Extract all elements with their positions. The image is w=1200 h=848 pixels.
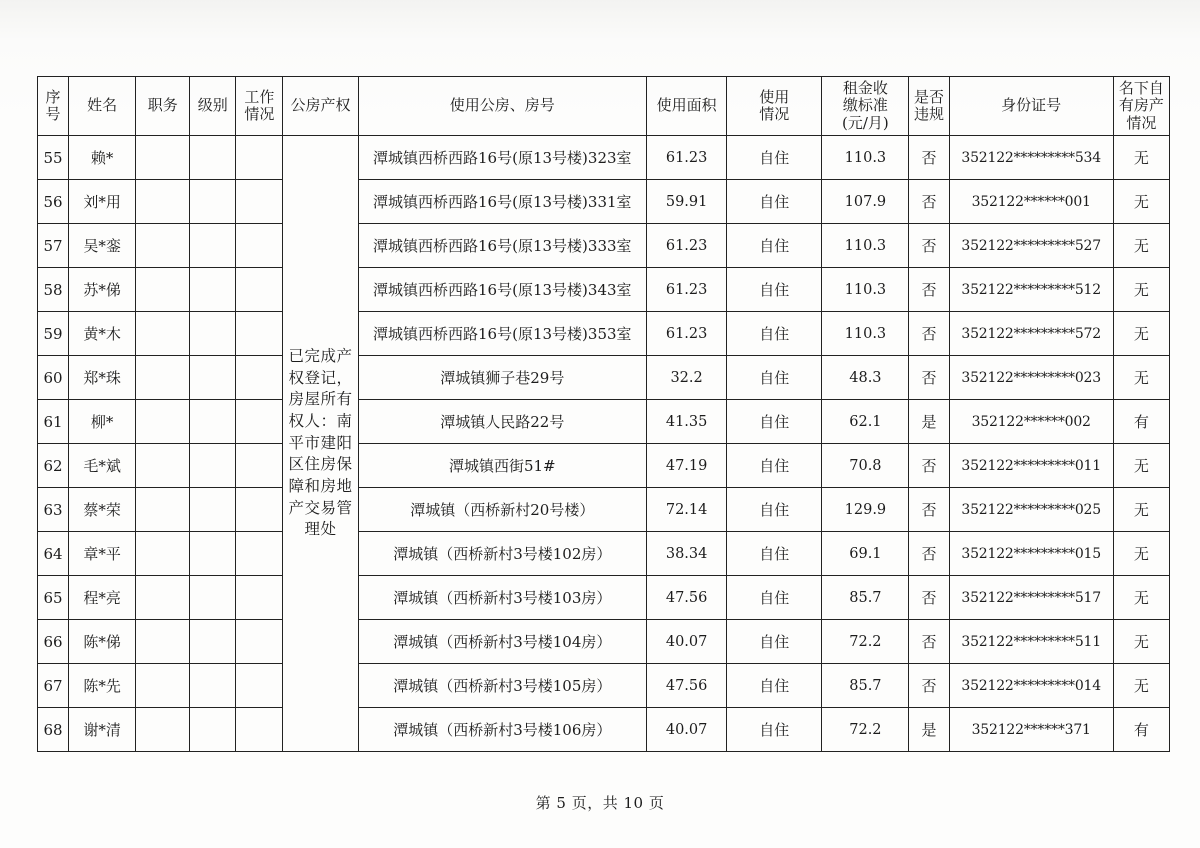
cell-id: 352122*********534 xyxy=(949,136,1113,180)
cell-own-property: 无 xyxy=(1113,532,1169,576)
header-own-property: 名下自 有房产 情况 xyxy=(1113,77,1169,136)
cell-violation: 否 xyxy=(909,312,949,356)
cell-level xyxy=(190,180,236,224)
cell-rent: 72.2 xyxy=(822,620,909,664)
cell-position xyxy=(136,268,190,312)
cell-work xyxy=(236,532,283,576)
cell-level xyxy=(190,576,236,620)
cell-usage: 自住 xyxy=(727,224,822,268)
cell-area: 59.91 xyxy=(647,180,727,224)
cell-work xyxy=(236,488,283,532)
cell-id: 352122******002 xyxy=(949,400,1113,444)
cell-rent: 110.3 xyxy=(822,268,909,312)
cell-work xyxy=(236,312,283,356)
cell-violation: 否 xyxy=(909,488,949,532)
cell-area: 61.23 xyxy=(647,136,727,180)
cell-violation: 否 xyxy=(909,136,949,180)
cell-name: 毛*斌 xyxy=(69,444,136,488)
cell-area: 40.07 xyxy=(647,620,727,664)
cell-violation: 否 xyxy=(909,576,949,620)
cell-name: 黄*木 xyxy=(69,312,136,356)
cell-rent: 110.3 xyxy=(822,136,909,180)
cell-area: 38.34 xyxy=(647,532,727,576)
cell-area: 61.23 xyxy=(647,268,727,312)
cell-seq: 67 xyxy=(38,664,69,708)
cell-position xyxy=(136,532,190,576)
cell-usage: 自住 xyxy=(727,576,822,620)
cell-id: 352122*********023 xyxy=(949,356,1113,400)
cell-own-property: 无 xyxy=(1113,664,1169,708)
cell-address: 潭城镇西桥西路16号(原13号楼)343室 xyxy=(358,268,647,312)
table-row xyxy=(38,444,1170,488)
cell-rent: 129.9 xyxy=(822,488,909,532)
cell-name: 刘*用 xyxy=(69,180,136,224)
cell-seq: 61 xyxy=(38,400,69,444)
cell-address: 潭城镇（西桥新村3号楼104房） xyxy=(358,620,647,664)
cell-violation: 否 xyxy=(909,356,949,400)
cell-seq: 62 xyxy=(38,444,69,488)
cell-position xyxy=(136,312,190,356)
cell-id: 352122******001 xyxy=(949,180,1113,224)
cell-usage: 自住 xyxy=(727,664,822,708)
cell-address: 潭城镇（西桥新村3号楼105房） xyxy=(358,664,647,708)
cell-seq: 65 xyxy=(38,576,69,620)
cell-usage: 自住 xyxy=(727,312,822,356)
cell-seq: 58 xyxy=(38,268,69,312)
cell-position xyxy=(136,180,190,224)
cell-work xyxy=(236,620,283,664)
header-id: 身份证号 xyxy=(949,77,1113,136)
cell-usage: 自住 xyxy=(727,268,822,312)
cell-position xyxy=(136,444,190,488)
table-row xyxy=(38,268,1170,312)
cell-own-property: 无 xyxy=(1113,576,1169,620)
table-row xyxy=(38,136,1170,180)
cell-work xyxy=(236,136,283,180)
cell-position xyxy=(136,356,190,400)
cell-area: 61.23 xyxy=(647,312,727,356)
cell-address: 潭城镇西街51# xyxy=(358,444,647,488)
cell-level xyxy=(190,444,236,488)
cell-own-property: 无 xyxy=(1113,268,1169,312)
cell-rent: 72.2 xyxy=(822,708,909,752)
header-usage: 使用 情况 xyxy=(727,77,822,136)
header-work: 工作 情况 xyxy=(236,77,283,136)
cell-address: 潭城镇（西桥新村20号楼） xyxy=(358,488,647,532)
cell-seq: 68 xyxy=(38,708,69,752)
cell-usage: 自住 xyxy=(727,180,822,224)
cell-address: 潭城镇西桥西路16号(原13号楼)323室 xyxy=(358,136,647,180)
cell-address: 潭城镇西桥西路16号(原13号楼)331室 xyxy=(358,180,647,224)
cell-level xyxy=(190,664,236,708)
cell-position xyxy=(136,620,190,664)
cell-position xyxy=(136,708,190,752)
cell-address: 潭城镇（西桥新村3号楼103房） xyxy=(358,576,647,620)
cell-id: 352122*********527 xyxy=(949,224,1113,268)
cell-usage: 自住 xyxy=(727,488,822,532)
cell-address: 潭城镇（西桥新村3号楼106房） xyxy=(358,708,647,752)
cell-own-property: 有 xyxy=(1113,400,1169,444)
cell-id: 352122*********572 xyxy=(949,312,1113,356)
cell-id: 352122*********015 xyxy=(949,532,1113,576)
cell-level xyxy=(190,136,236,180)
cell-own-property: 有 xyxy=(1113,708,1169,752)
cell-work xyxy=(236,224,283,268)
cell-violation: 否 xyxy=(909,268,949,312)
cell-address: 潭城镇西桥西路16号(原13号楼)353室 xyxy=(358,312,647,356)
cell-own-property: 无 xyxy=(1113,136,1169,180)
cell-usage: 自住 xyxy=(727,136,822,180)
cell-area: 61.23 xyxy=(647,224,727,268)
cell-area: 72.14 xyxy=(647,488,727,532)
cell-name: 程*亮 xyxy=(69,576,136,620)
cell-position xyxy=(136,136,190,180)
cell-violation: 否 xyxy=(909,664,949,708)
cell-name: 吴*銮 xyxy=(69,224,136,268)
cell-work xyxy=(236,576,283,620)
cell-seq: 55 xyxy=(38,136,69,180)
cell-position xyxy=(136,488,190,532)
cell-own-property: 无 xyxy=(1113,180,1169,224)
cell-usage: 自住 xyxy=(727,400,822,444)
cell-seq: 56 xyxy=(38,180,69,224)
cell-violation: 否 xyxy=(909,180,949,224)
cell-own-property: 无 xyxy=(1113,444,1169,488)
housing-register-table xyxy=(37,76,1170,752)
cell-own-property: 无 xyxy=(1113,488,1169,532)
cell-name: 蔡*荣 xyxy=(69,488,136,532)
table-row xyxy=(38,488,1170,532)
table-row xyxy=(38,180,1170,224)
table-row xyxy=(38,312,1170,356)
cell-seq: 59 xyxy=(38,312,69,356)
cell-rent: 85.7 xyxy=(822,576,909,620)
cell-violation: 否 xyxy=(909,224,949,268)
header-position: 职务 xyxy=(136,77,190,136)
cell-work xyxy=(236,356,283,400)
table-row xyxy=(38,400,1170,444)
cell-position xyxy=(136,224,190,268)
cell-area: 41.35 xyxy=(647,400,727,444)
cell-area: 32.2 xyxy=(647,356,727,400)
cell-usage: 自住 xyxy=(727,444,822,488)
cell-area: 47.56 xyxy=(647,576,727,620)
cell-position xyxy=(136,576,190,620)
table-row xyxy=(38,224,1170,268)
cell-seq: 63 xyxy=(38,488,69,532)
cell-violation: 否 xyxy=(909,620,949,664)
cell-id: 352122*********014 xyxy=(949,664,1113,708)
cell-rent: 69.1 xyxy=(822,532,909,576)
cell-area: 47.56 xyxy=(647,664,727,708)
cell-name: 赖* xyxy=(69,136,136,180)
table-row xyxy=(38,532,1170,576)
cell-level xyxy=(190,356,236,400)
cell-name: 苏*俤 xyxy=(69,268,136,312)
cell-seq: 60 xyxy=(38,356,69,400)
cell-own-property: 无 xyxy=(1113,312,1169,356)
cell-work xyxy=(236,708,283,752)
cell-name: 陈*俤 xyxy=(69,620,136,664)
cell-rent: 107.9 xyxy=(822,180,909,224)
header-row xyxy=(38,77,1170,136)
cell-rent: 48.3 xyxy=(822,356,909,400)
cell-rent: 70.8 xyxy=(822,444,909,488)
cell-level xyxy=(190,620,236,664)
cell-address: 潭城镇狮子巷29号 xyxy=(358,356,647,400)
cell-own-property: 无 xyxy=(1113,356,1169,400)
cell-rent: 62.1 xyxy=(822,400,909,444)
cell-own-property: 无 xyxy=(1113,224,1169,268)
cell-address: 潭城镇西桥西路16号(原13号楼)333室 xyxy=(358,224,647,268)
cell-rent: 110.3 xyxy=(822,312,909,356)
cell-seq: 66 xyxy=(38,620,69,664)
cell-level xyxy=(190,312,236,356)
cell-id: 352122*********512 xyxy=(949,268,1113,312)
cell-work xyxy=(236,268,283,312)
cell-work xyxy=(236,400,283,444)
cell-violation: 是 xyxy=(909,400,949,444)
cell-position xyxy=(136,400,190,444)
table-row xyxy=(38,620,1170,664)
cell-name: 郑*珠 xyxy=(69,356,136,400)
property-right-cell: 已完成产权登记，房屋所有权人：南平市建阳区住房保障和房地产交易管理处 xyxy=(283,136,358,752)
cell-name: 谢*清 xyxy=(69,708,136,752)
header-name: 姓名 xyxy=(69,77,136,136)
cell-id: 352122*********511 xyxy=(949,620,1113,664)
cell-name: 章*平 xyxy=(69,532,136,576)
cell-usage: 自住 xyxy=(727,532,822,576)
table-body xyxy=(38,136,1170,752)
cell-violation: 否 xyxy=(909,532,949,576)
cell-own-property: 无 xyxy=(1113,620,1169,664)
header-violation: 是否 违规 xyxy=(909,77,949,136)
table-row xyxy=(38,708,1170,752)
cell-position xyxy=(136,664,190,708)
cell-seq: 64 xyxy=(38,532,69,576)
cell-level xyxy=(190,532,236,576)
cell-violation: 否 xyxy=(909,444,949,488)
cell-usage: 自住 xyxy=(727,708,822,752)
cell-level xyxy=(190,708,236,752)
cell-id: 352122*********011 xyxy=(949,444,1113,488)
cell-level xyxy=(190,224,236,268)
cell-level xyxy=(190,268,236,312)
table-row xyxy=(38,664,1170,708)
cell-address: 潭城镇（西桥新村3号楼102房） xyxy=(358,532,647,576)
header-property-right: 公房产权 xyxy=(283,77,358,136)
cell-area: 47.19 xyxy=(647,444,727,488)
header-seq: 序 号 xyxy=(38,77,69,136)
table-row xyxy=(38,576,1170,620)
cell-area: 40.07 xyxy=(647,708,727,752)
cell-id: 352122*********025 xyxy=(949,488,1113,532)
cell-name: 柳* xyxy=(69,400,136,444)
cell-work xyxy=(236,180,283,224)
cell-name: 陈*先 xyxy=(69,664,136,708)
cell-address: 潭城镇人民路22号 xyxy=(358,400,647,444)
cell-violation: 是 xyxy=(909,708,949,752)
header-address: 使用公房、房号 xyxy=(358,77,647,136)
cell-work xyxy=(236,444,283,488)
cell-seq: 57 xyxy=(38,224,69,268)
cell-level xyxy=(190,400,236,444)
header-level: 级别 xyxy=(190,77,236,136)
cell-rent: 85.7 xyxy=(822,664,909,708)
header-rent: 租金收 缴标准 (元/月) xyxy=(822,77,909,136)
table-row xyxy=(38,356,1170,400)
page-footer: 第 5 页，共 10 页 xyxy=(535,794,665,812)
cell-usage: 自住 xyxy=(727,356,822,400)
cell-level xyxy=(190,488,236,532)
cell-id: 352122*********517 xyxy=(949,576,1113,620)
cell-work xyxy=(236,664,283,708)
cell-usage: 自住 xyxy=(727,620,822,664)
header-area: 使用面积 xyxy=(647,77,727,136)
cell-id: 352122******371 xyxy=(949,708,1113,752)
cell-rent: 110.3 xyxy=(822,224,909,268)
